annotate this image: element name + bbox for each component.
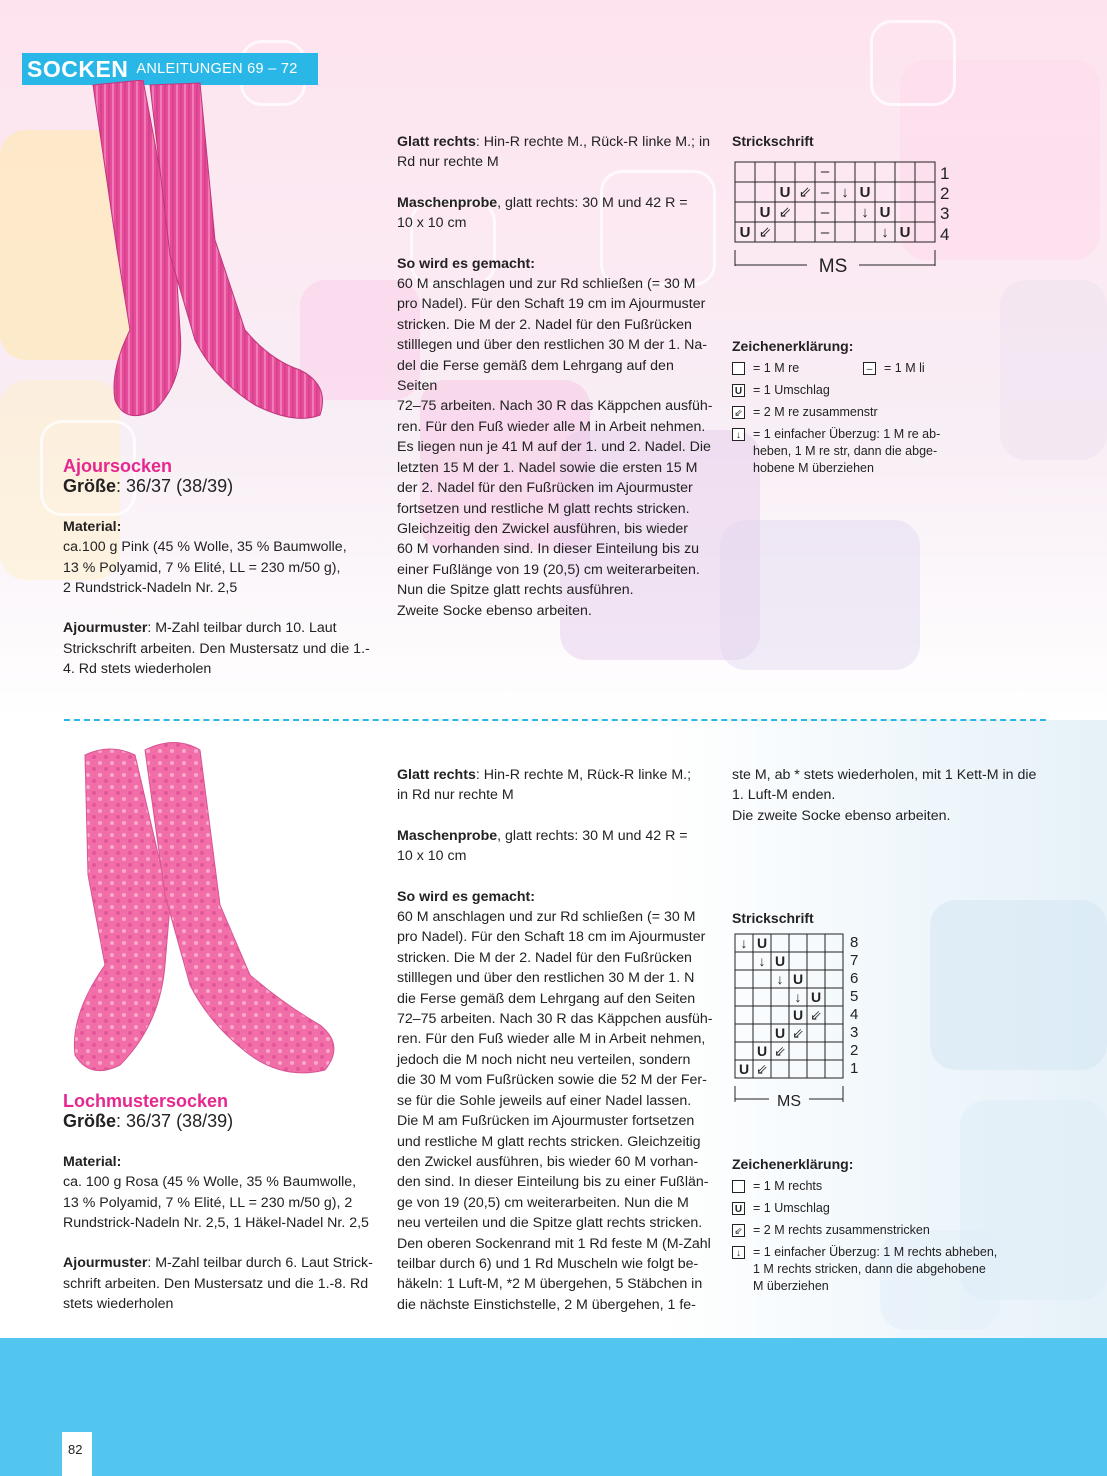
pattern1-how-label: So wird es gemacht: — [397, 255, 535, 272]
svg-text:⇙: ⇙ — [756, 1061, 768, 1077]
pattern1-instructions — [397, 132, 717, 621]
svg-text:↓: ↓ — [794, 989, 802, 1005]
pattern2-chart-row-8: 8 — [850, 934, 859, 951]
pattern2-chart-row-3: 3 — [850, 1024, 859, 1041]
pattern2-continuation: ste M, ab * stets wiederholen, mit 1 Kett-M in die 1. Luft-M enden. Die zweite Socke ebenso arbeiten. — [732, 767, 1037, 824]
pattern1-chart-row-3: 2 — [940, 184, 950, 203]
svg-text:–: – — [820, 224, 830, 241]
knit-stitch-icon — [732, 1180, 745, 1193]
svg-text:U: U — [774, 953, 786, 969]
pattern2-chart-row-5: 5 — [850, 988, 859, 1005]
pattern1-glatt-rechts: Glatt rechts: Hin-R rechte M., Rück-R linke M.; in Rd nur rechte M — [397, 134, 710, 171]
section-subtitle: ANLEITUNGEN 69 – 72 — [136, 61, 298, 77]
pattern2-how-text: 60 M anschlagen und zur Rd schließen (= 30 M pro Nadel). Für den Schaft 18 cm im Ajourmuster stricken. Die M der 2. Nadel für den Fußrücken stilllegen und über den restlichen 30 M der 1. N die Ferse gemäß dem Lehrgang auf den Seiten 72–75 arbeiten. Nach 30 R das Käppchen ausfüh- ren. Für den Fuß wieder alle M in Arbeit nehmen, jedoch die M noch nicht neu verteilen, sondern die 30 M vom Fußrücken sowie die 52 M der Fer- se für die Sohle jeweils auf einer Nadel lassen. Die M am Fußrücken im Ajourmuster fortsetzen und restliche M glatt rechts stricken. Gleichzeitig den Zwickel ausführen, bis wieder 60 M vorhan- den sind. In dieser Einteilung bis zu einer Fußlän- ge von 19 (20,5) cm weiterarbeiten. Nun die M neu verteilen und die Spitze glatt rechts stricken. Den oberen Sockenrand mit 1 Rd feste M (M-Zahl teilbar durch 6) und 1 Rd Muscheln wie folgt be- häkeln: 1 Luft-M, *2 M übergehen, 5 Stäbchen in die nächste Einstichstelle, 2 M übergehen, 1 fe- — [397, 909, 713, 1313]
pattern1-material-text: ca.100 g Pink (45 % Wolle, 35 % Baumwolle, 13 % Polyamid, 7 % Elité, LL = 230 m/50 g), 2 Rundstrick-Nadeln Nr. 2,5 — [63, 539, 347, 597]
pattern2-maschenprobe: Maschenprobe, glatt rechts: 30 M und 42 R = 10 x 10 cm — [397, 827, 688, 865]
svg-text:U: U — [792, 1007, 804, 1023]
svg-text:↓: ↓ — [861, 204, 869, 221]
svg-text:–: – — [820, 184, 830, 201]
pattern1-legend-title: Zeichenerklärung: — [732, 338, 854, 354]
pattern2-chart-title: Strickschrift — [732, 910, 814, 926]
pattern2-material-label: Material: — [63, 1153, 122, 1170]
pattern1-knitting-chart — [733, 160, 963, 278]
svg-text:U: U — [774, 1025, 786, 1041]
svg-text:U: U — [792, 971, 804, 987]
svg-text:U: U — [738, 1061, 750, 1077]
svg-text:↓: ↓ — [740, 935, 748, 951]
svg-text:U: U — [779, 184, 791, 201]
svg-text:⇙: ⇙ — [758, 224, 772, 241]
svg-text:U: U — [739, 224, 751, 241]
yarn-over-icon: U — [732, 384, 745, 397]
pattern2-glatt-rechts: Glatt rechts: Hin-R rechte M, Rück-R linke M.; in Rd nur rechte M — [397, 767, 692, 804]
pattern2-material-text: ca. 100 g Rosa (45 % Wolle, 35 % Baumwolle, 13 % Polyamid, 7 % Elité, LL = 230 m/50 g), 2 Rundstrick-Nadeln Nr. 2,5, 1 Häkel-Nadel Nr. 2,5 — [63, 1174, 369, 1232]
pattern2-title: Lochmustersocken — [63, 1091, 229, 1111]
pattern2-chart-row-7: 7 — [850, 952, 859, 969]
k2tog-icon: ⇙ — [732, 406, 745, 419]
svg-text:⇙: ⇙ — [792, 1025, 804, 1041]
svg-text:–: – — [820, 163, 830, 180]
svg-text:↓: ↓ — [776, 971, 784, 987]
svg-text:U: U — [879, 204, 891, 221]
section-title: SOCKEN — [27, 55, 129, 82]
pattern2-ajourmuster: Ajourmuster: M-Zahl teilbar durch 6. Laut Strick- schrift arbeiten. Den Mustersatz und die 1.-8. Rd stets wiederholen — [63, 1255, 373, 1313]
pattern2-chart-row-4: 4 — [850, 1006, 859, 1023]
pattern2-size: Größe: 36/37 (38/39) — [63, 1111, 234, 1132]
pattern1-size: Größe: 36/37 (38/39) — [63, 476, 234, 497]
pattern1-chart-row-1: 4 — [940, 225, 950, 244]
pattern2-chart-ms: MS — [777, 1093, 801, 1110]
ajoursocken-photo — [55, 80, 345, 425]
k2tog-icon: ⇙ — [732, 1224, 745, 1237]
pattern1-chart-ms: MS — [818, 256, 848, 277]
pattern2-intro — [63, 1091, 383, 1315]
pattern2-instructions — [397, 765, 719, 1315]
svg-text:U: U — [759, 204, 771, 221]
section-divider — [64, 719, 1046, 721]
svg-text:↓: ↓ — [841, 184, 849, 201]
pattern2-chart-row-1: 1 — [850, 1060, 859, 1077]
svg-text:⇙: ⇙ — [810, 1007, 822, 1023]
footer-band — [0, 1338, 1107, 1476]
svg-text:U: U — [859, 184, 871, 201]
page-number: 82 — [62, 1432, 92, 1476]
yarn-over-icon: U — [732, 1202, 745, 1215]
pattern1-intro — [63, 456, 383, 680]
svg-text:⇙: ⇙ — [778, 204, 792, 221]
svg-text:–: – — [820, 204, 830, 221]
pattern1-chart-row-2: 3 — [940, 204, 950, 223]
pattern2-knitting-chart — [733, 932, 873, 1110]
pattern2-legend: Zeichenerklärung: = 1 M rechts U = 1 Umschlag ⇙ = 2 M rechts zusammenstricken ↓ = 1 einfacher Überzug: 1 M rechts abheben, 1 M rechts stricken, dann die abgehobene M überziehen — [732, 1156, 1052, 1300]
svg-text:U: U — [756, 935, 768, 951]
lochmustersocken-photo — [60, 735, 350, 1080]
pattern1-maschenprobe: Maschenprobe, glatt rechts: 30 M und 42 R = 10 x 10 cm — [397, 194, 688, 232]
slip-decrease-icon: ↓ — [732, 1246, 745, 1259]
pattern2-how-label: So wird es gemacht: — [397, 888, 535, 905]
pattern1-legend: Zeichenerklärung: = 1 M re – = 1 M li U = 1 Umschlag ⇙ = 2 M re zusammenstr ↓ = 1 einfacher Überzug: 1 M re ab- heben, 1 M re str, dann die abge- hobene M überziehen — [732, 338, 972, 482]
svg-text:⇙: ⇙ — [798, 184, 812, 201]
knit-stitch-icon — [732, 362, 745, 375]
pattern2-chart-row-6: 6 — [850, 970, 859, 987]
pattern1-material-label: Material: — [63, 518, 122, 535]
pattern1-ajourmuster: Ajourmuster: M-Zahl teilbar durch 10. Laut Strickschrift arbeiten. Den Mustersatz und die 1.- 4. Rd stets wiederholen — [63, 620, 370, 678]
purl-stitch-icon: – — [863, 362, 876, 375]
slip-decrease-icon: ↓ — [732, 428, 745, 441]
svg-text:⇙: ⇙ — [774, 1043, 786, 1059]
svg-text:U: U — [810, 989, 822, 1005]
svg-text:U: U — [899, 224, 911, 241]
pattern1-chart-title: Strickschrift — [732, 133, 814, 149]
pattern1-chart-row-4: 1 — [940, 164, 950, 183]
pattern1-how-text: 60 M anschlagen und zur Rd schließen (= 30 M pro Nadel). Für den Schaft 19 cm im Ajourmuster stricken. Die M der 2. Nadel für den Fußrücken stilllegen und über den restlichen 30 M der 1. Na- del die Ferse gemäß dem Lehrgang auf den Seiten 72–75 arbeiten. Nach 30 R das Käppchen ausfüh- ren. Für den Fuß wieder alle M in Arbeit nehmen. Es liegen nun je 41 M auf der 1. und 2. Nadel. Die letzten 15 M der 1. Nadel sowie die ersten 15 M der 2. Nadel für den Fußrücken im Ajourmuster fortsetzen und restliche M glatt rechts stricken. Gleichzeitig den Zwickel ausführen, bis wieder 60 M vorhanden sind. In dieser Einteilung bis zu einer Fußlänge von 19 (20,5) cm weiterarbeiten. Nun die Spitze glatt rechts ausführen. Zweite Socke ebenso arbeiten. — [397, 276, 713, 619]
svg-text:↓: ↓ — [881, 224, 889, 241]
pattern1-title: Ajoursocken — [63, 456, 173, 476]
pattern2-chart-row-2: 2 — [850, 1042, 859, 1059]
svg-text:↓: ↓ — [758, 953, 766, 969]
svg-text:U: U — [756, 1043, 768, 1059]
pattern2-legend-title: Zeichenerklärung: — [732, 1156, 854, 1172]
